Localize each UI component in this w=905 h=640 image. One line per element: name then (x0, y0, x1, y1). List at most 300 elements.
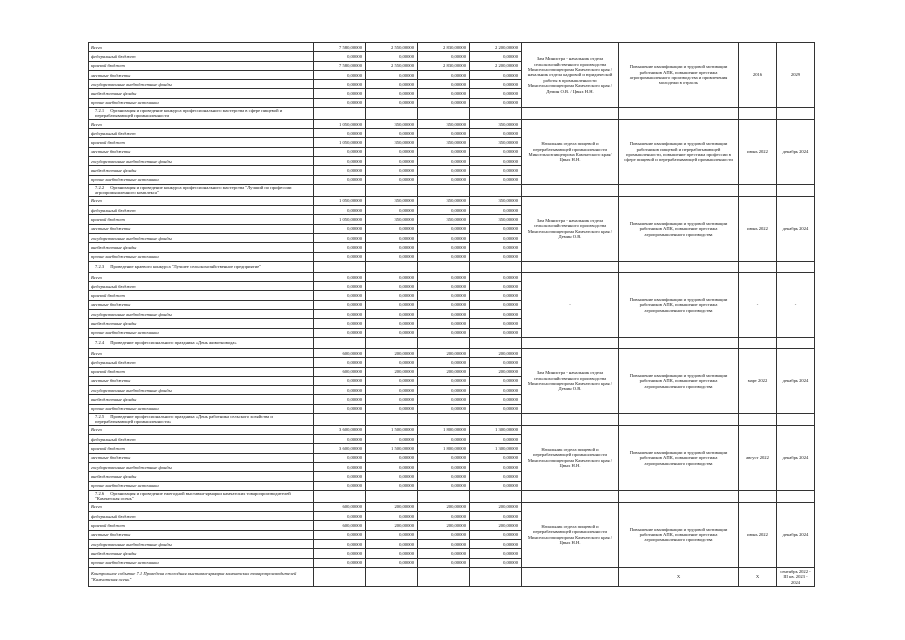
activity-title: Организация и проведение конкурса профессионального мастерства в сфере пищевой и перерабатывающей промышленности (95, 108, 283, 119)
amount-cell: 200,00000 (366, 502, 418, 511)
empty-cell (314, 337, 366, 348)
funding-source-label: краевой бюджет (89, 215, 314, 224)
amount-cell: 1 800,00000 (418, 444, 470, 453)
amount-cell: 0,00000 (366, 80, 418, 89)
amount-cell: 0,00000 (366, 243, 418, 252)
amount-cell: 0,00000 (366, 530, 418, 539)
amount-cell: 2 830,00000 (418, 61, 470, 70)
funding-source-label: прочие внебюджетные источники (89, 98, 314, 107)
end-date-cell: - (777, 272, 815, 337)
empty-cell (739, 490, 777, 502)
empty-cell (366, 490, 418, 502)
amount-cell: 0,00000 (418, 175, 470, 184)
funding-source-label: Всего (89, 196, 314, 205)
empty-cell (522, 337, 619, 348)
empty-cell (739, 337, 777, 348)
amount-cell: 0,00000 (470, 166, 522, 175)
funding-source-label: прочие внебюджетные источники (89, 328, 314, 337)
end-date-cell: декабрь 2024 (777, 196, 815, 261)
empty-cell (470, 490, 522, 502)
responsible-cell: Начальник отдела пищевой и перерабатывающей промышленности Минсельхозпищепрома Камчатского края / Цвых Н.Н. (522, 502, 619, 567)
amount-cell: 0,00000 (470, 291, 522, 300)
amount-cell: 0,00000 (470, 70, 522, 79)
amount-cell: 600,00000 (314, 348, 366, 357)
amount-cell: 0,00000 (314, 328, 366, 337)
amount-cell: 0,00000 (366, 558, 418, 567)
empty-cell (522, 108, 619, 120)
amount-cell: 350,00000 (470, 138, 522, 147)
funding-source-label: внебюджетные фонды (89, 549, 314, 558)
empty-cell (522, 490, 619, 502)
expected-result-cell: Повышение квалификации и трудовой мотивации работников АПК, повышение престижа агропромышленного производства (619, 196, 739, 261)
amount-cell: 0,00000 (366, 272, 418, 281)
amount-cell: 1 050,00000 (314, 215, 366, 224)
amount-cell: 350,00000 (470, 215, 522, 224)
amount-cell: 0,00000 (314, 319, 366, 328)
amount-cell: 0,00000 (314, 310, 366, 319)
amount-cell: 0,00000 (418, 386, 470, 395)
budget-table (88, 42, 815, 587)
empty-cell (314, 184, 366, 196)
empty-cell (314, 490, 366, 502)
amount-cell: 0,00000 (366, 310, 418, 319)
activity-header-row (89, 490, 815, 502)
amount-cell: 0,00000 (314, 481, 366, 490)
start-date-cell: июнь 2022 (739, 196, 777, 261)
activity-code-title (89, 108, 314, 120)
amount-cell: 0,00000 (314, 166, 366, 175)
amount-cell: 0,00000 (470, 310, 522, 319)
amount-cell: 0,00000 (366, 98, 418, 107)
activity-header-row (89, 108, 815, 120)
start-date-cell: июнь 2022 (739, 502, 777, 567)
funding-source-label: прочие внебюджетные источники (89, 404, 314, 413)
funding-source-label: государственные внебюджетные фонды (89, 80, 314, 89)
activity-code-title (89, 184, 314, 196)
responsible-cell: Зам Министра - начальник отдела сельскохозяйственного производства Минсельхозпищепрома Камчатского края / Демин О.В. (522, 196, 619, 261)
activity-title: Организация и проведение ежегодной выставки-ярмарки камчатских товаропроизводителей "Камчатская осень" (95, 490, 291, 502)
funding-source-label: федеральный бюджет (89, 282, 314, 291)
amount-cell: 0,00000 (366, 206, 418, 215)
amount-cell: 0,00000 (314, 80, 366, 89)
responsible-cell: Начальник отдела пищевой и перерабатывающей промышленности Минсельхозпищепрома Камчатского края / Цвых Н.Н. (522, 425, 619, 490)
activity-code: 7.2.2 (95, 184, 105, 190)
amount-cell: 0,00000 (418, 319, 470, 328)
amount-cell: 350,00000 (418, 196, 470, 205)
amount-cell: 0,00000 (418, 558, 470, 567)
empty-cell (470, 414, 522, 426)
empty-cell (418, 567, 470, 586)
amount-cell: 0,00000 (366, 300, 418, 309)
amount-cell: 0,00000 (470, 386, 522, 395)
amount-cell: 0,00000 (418, 252, 470, 261)
funding-source-label: государственные внебюджетные фонды (89, 539, 314, 548)
amount-cell: 1 050,00000 (314, 138, 366, 147)
amount-cell: 200,00000 (470, 502, 522, 511)
amount-cell: 0,00000 (314, 558, 366, 567)
amount-cell: 0,00000 (314, 224, 366, 233)
amount-cell: 0,00000 (314, 404, 366, 413)
amount-cell: 0,00000 (418, 233, 470, 242)
amount-cell: 0,00000 (366, 89, 418, 98)
funding-source-label: прочие внебюджетные источники (89, 175, 314, 184)
amount-cell: 0,00000 (366, 319, 418, 328)
funding-source-label: федеральный бюджет (89, 435, 314, 444)
empty-cell (418, 184, 470, 196)
amount-cell: 0,00000 (418, 52, 470, 61)
funding-source-label: местные бюджеты (89, 376, 314, 385)
empty-cell (418, 108, 470, 120)
empty-cell (470, 261, 522, 272)
amount-cell: 0,00000 (470, 549, 522, 558)
amount-cell: 0,00000 (470, 300, 522, 309)
amount-cell: 1 050,00000 (314, 119, 366, 128)
responsible-cell: Зам Министра - начальник отдела сельскохозяйственного производства Минсельхозпищепрома Камчатского края / начальник отдела кадровой и юридической работы в промышленности Минсельхозпищепрома Камчатского края /Демин О.В. / Цвых Н.Н. (522, 43, 619, 108)
amount-cell: 1 800,00000 (418, 425, 470, 434)
funding-row (89, 272, 815, 281)
amount-cell: 200,00000 (470, 367, 522, 376)
amount-cell: 0,00000 (418, 376, 470, 385)
amount-cell: 0,00000 (366, 224, 418, 233)
amount-cell: 2 200,00000 (470, 43, 522, 52)
amount-cell: 0,00000 (470, 530, 522, 539)
amount-cell: 0,00000 (418, 157, 470, 166)
amount-cell: 0,00000 (418, 272, 470, 281)
amount-cell: 200,00000 (470, 521, 522, 530)
amount-cell: 350,00000 (418, 215, 470, 224)
start-date-cell: август 2022 (739, 425, 777, 490)
amount-cell: 0,00000 (418, 310, 470, 319)
amount-cell: 350,00000 (366, 215, 418, 224)
funding-source-label: местные бюджеты (89, 147, 314, 156)
amount-cell: 200,00000 (366, 348, 418, 357)
amount-cell: 0,00000 (314, 376, 366, 385)
amount-cell: 0,00000 (418, 328, 470, 337)
amount-cell: 0,00000 (366, 175, 418, 184)
empty-cell (619, 337, 739, 348)
empty-cell (522, 414, 619, 426)
empty-cell (418, 261, 470, 272)
empty-cell (366, 261, 418, 272)
amount-cell: 600,00000 (314, 367, 366, 376)
amount-cell: 0,00000 (418, 224, 470, 233)
empty-cell (418, 490, 470, 502)
activity-code-title (89, 261, 314, 272)
funding-source-label: прочие внебюджетные источники (89, 252, 314, 261)
amount-cell: 0,00000 (366, 395, 418, 404)
amount-cell: 0,00000 (314, 70, 366, 79)
empty-cell (522, 567, 619, 586)
activity-title: Проведение краевого конкурса "Лучшее сельскохозяйственное предприятие" (110, 264, 262, 270)
funding-source-label: Всего (89, 43, 314, 52)
activity-code: 7.2.3 (95, 264, 105, 270)
funding-source-label: федеральный бюджет (89, 358, 314, 367)
funding-row (89, 425, 815, 434)
amount-cell: 0,00000 (470, 481, 522, 490)
amount-cell: 1 050,00000 (314, 196, 366, 205)
amount-cell: 0,00000 (470, 463, 522, 472)
empty-cell (619, 108, 739, 120)
activity-title: Организация и проведение конкурса профессионального мастерства "Лучший по профессии агропромышленного комплекса" (95, 184, 292, 196)
activity-code-title (89, 414, 314, 426)
amount-cell: 200,00000 (418, 502, 470, 511)
empty-cell (418, 414, 470, 426)
activity-header-row (89, 261, 815, 272)
empty-cell (314, 108, 366, 120)
amount-cell: 0,00000 (470, 376, 522, 385)
funding-row (89, 43, 815, 52)
amount-cell: 0,00000 (418, 166, 470, 175)
amount-cell: 350,00000 (366, 138, 418, 147)
amount-cell: 0,00000 (418, 147, 470, 156)
funding-source-label: внебюджетные фонды (89, 472, 314, 481)
amount-cell: 3 600,00000 (314, 425, 366, 434)
amount-cell: 0,00000 (470, 512, 522, 521)
amount-cell: 0,00000 (470, 319, 522, 328)
amount-cell: 0,00000 (314, 435, 366, 444)
amount-cell: 0,00000 (470, 404, 522, 413)
amount-cell: 0,00000 (314, 530, 366, 539)
amount-cell: 200,00000 (366, 521, 418, 530)
amount-cell: 0,00000 (314, 463, 366, 472)
amount-cell: 0,00000 (418, 472, 470, 481)
amount-cell: 0,00000 (366, 404, 418, 413)
amount-cell: 0,00000 (470, 98, 522, 107)
funding-source-label: внебюджетные фонды (89, 166, 314, 175)
amount-cell: 350,00000 (470, 196, 522, 205)
amount-cell: 0,00000 (418, 404, 470, 413)
empty-cell (470, 337, 522, 348)
funding-source-label: государственные внебюджетные фонды (89, 157, 314, 166)
funding-row (89, 196, 815, 205)
empty-cell (777, 108, 815, 120)
amount-cell: 0,00000 (366, 358, 418, 367)
amount-cell: 0,00000 (418, 463, 470, 472)
amount-cell: 0,00000 (314, 272, 366, 281)
empty-cell (777, 490, 815, 502)
control-x-cell: X (619, 567, 739, 586)
funding-source-label: местные бюджеты (89, 530, 314, 539)
amount-cell: 0,00000 (366, 291, 418, 300)
amount-cell: 0,00000 (418, 282, 470, 291)
amount-cell: 0,00000 (366, 129, 418, 138)
amount-cell: 0,00000 (366, 386, 418, 395)
amount-cell: 0,00000 (314, 512, 366, 521)
empty-cell (619, 261, 739, 272)
control-event-title: Контрольное событие 7.1 Проведена ежегодная выставка-ярмарка камчатских товаропроизводителей "Камчатская осень" (89, 567, 314, 586)
start-date-cell: июнь 2022 (739, 119, 777, 184)
amount-cell: 0,00000 (470, 272, 522, 281)
activity-code: 7.2.5 (95, 414, 105, 420)
amount-cell: 0,00000 (418, 243, 470, 252)
empty-cell (366, 337, 418, 348)
funding-source-label: государственные внебюджетные фонды (89, 386, 314, 395)
funding-source-label: краевой бюджет (89, 521, 314, 530)
amount-cell: 0,00000 (314, 206, 366, 215)
empty-cell (777, 337, 815, 348)
funding-source-label: краевой бюджет (89, 61, 314, 70)
amount-cell: 0,00000 (470, 233, 522, 242)
end-date-cell: декабрь 2024 (777, 502, 815, 567)
amount-cell: 2 550,00000 (366, 61, 418, 70)
amount-cell: 0,00000 (366, 233, 418, 242)
empty-cell (522, 261, 619, 272)
amount-cell: 0,00000 (418, 206, 470, 215)
amount-cell: 1 300,00000 (470, 425, 522, 434)
empty-cell (418, 337, 470, 348)
amount-cell: 0,00000 (418, 358, 470, 367)
funding-row (89, 348, 815, 357)
funding-source-label: государственные внебюджетные фонды (89, 310, 314, 319)
amount-cell: 0,00000 (314, 291, 366, 300)
empty-cell (522, 184, 619, 196)
empty-cell (470, 108, 522, 120)
amount-cell: 0,00000 (314, 52, 366, 61)
amount-cell: 0,00000 (366, 549, 418, 558)
funding-source-label: Всего (89, 425, 314, 434)
amount-cell: 0,00000 (314, 300, 366, 309)
funding-source-label: Всего (89, 348, 314, 357)
amount-cell: 0,00000 (314, 233, 366, 242)
empty-cell (366, 108, 418, 120)
amount-cell: 0,00000 (314, 252, 366, 261)
amount-cell: 200,00000 (418, 521, 470, 530)
amount-cell: 200,00000 (366, 367, 418, 376)
activity-code: 7.2.6 (95, 490, 105, 496)
funding-source-label: краевой бюджет (89, 444, 314, 453)
empty-cell (366, 567, 418, 586)
activity-title: Проведение профессионального праздника «День животновода» (110, 340, 237, 346)
activity-header-row (89, 184, 815, 196)
empty-cell (366, 414, 418, 426)
empty-cell (777, 261, 815, 272)
empty-cell (366, 184, 418, 196)
start-date-cell: март 2022 (739, 348, 777, 413)
empty-cell (739, 261, 777, 272)
amount-cell: 0,00000 (314, 157, 366, 166)
funding-source-label: внебюджетные фонды (89, 89, 314, 98)
amount-cell: 0,00000 (314, 147, 366, 156)
amount-cell: 0,00000 (314, 282, 366, 291)
amount-cell: 350,00000 (418, 119, 470, 128)
amount-cell: 0,00000 (366, 512, 418, 521)
empty-cell (619, 490, 739, 502)
amount-cell: 200,00000 (470, 348, 522, 357)
empty-cell (739, 108, 777, 120)
funding-row (89, 119, 815, 128)
funding-source-label: местные бюджеты (89, 300, 314, 309)
amount-cell: 0,00000 (470, 328, 522, 337)
empty-cell (470, 184, 522, 196)
amount-cell: 0,00000 (314, 472, 366, 481)
activity-code-title (89, 337, 314, 348)
amount-cell: 0,00000 (470, 435, 522, 444)
responsible-cell: Зам Министра - начальник отдела сельскохозяйственного производства Минсельхозпищепрома Камчатского края / Демин О.В. (522, 348, 619, 413)
amount-cell: 0,00000 (366, 481, 418, 490)
amount-cell: 0,00000 (470, 52, 522, 61)
expected-result-cell: Повышение квалификации и трудовой мотивации работников АПК, повышение престижа агропромышленного производства (619, 348, 739, 413)
amount-cell: 350,00000 (470, 119, 522, 128)
funding-source-label: Всего (89, 272, 314, 281)
amount-cell: 0,00000 (470, 539, 522, 548)
amount-cell: 0,00000 (418, 129, 470, 138)
amount-cell: 0,00000 (418, 291, 470, 300)
funding-source-label: федеральный бюджет (89, 52, 314, 61)
amount-cell: 0,00000 (418, 98, 470, 107)
funding-source-label: внебюджетные фонды (89, 243, 314, 252)
amount-cell: 0,00000 (314, 89, 366, 98)
activity-header-row (89, 337, 815, 348)
amount-cell: 0,00000 (470, 80, 522, 89)
responsible-cell: - (522, 272, 619, 337)
empty-cell (739, 184, 777, 196)
empty-cell (777, 184, 815, 196)
amount-cell: 600,00000 (314, 502, 366, 511)
amount-cell: 0,00000 (366, 157, 418, 166)
amount-cell: 2 200,00000 (470, 61, 522, 70)
funding-source-label: местные бюджеты (89, 453, 314, 462)
amount-cell: 0,00000 (470, 175, 522, 184)
amount-cell: 2 550,00000 (366, 43, 418, 52)
amount-cell: 0,00000 (418, 395, 470, 404)
empty-cell (777, 414, 815, 426)
amount-cell: 7 580,00000 (314, 61, 366, 70)
amount-cell: 0,00000 (418, 435, 470, 444)
amount-cell: 200,00000 (418, 348, 470, 357)
start-date-cell: 2016 (739, 43, 777, 108)
amount-cell: 0,00000 (314, 395, 366, 404)
amount-cell: 0,00000 (470, 558, 522, 567)
amount-cell: 0,00000 (418, 530, 470, 539)
amount-cell: 1 300,00000 (470, 444, 522, 453)
funding-source-label: Всего (89, 119, 314, 128)
amount-cell: 0,00000 (366, 147, 418, 156)
funding-source-label: местные бюджеты (89, 70, 314, 79)
control-x-cell: X (739, 567, 777, 586)
empty-cell (739, 414, 777, 426)
activity-code: 7.2.1 (95, 108, 105, 114)
amount-cell: 1 500,00000 (366, 444, 418, 453)
amount-cell: 0,00000 (470, 453, 522, 462)
amount-cell: 0,00000 (418, 89, 470, 98)
amount-cell: 200,00000 (418, 367, 470, 376)
responsible-cell: Начальник отдела пищевой и перерабатывающей промышленности Минсельхозпищепрома Камчатского края/Цвых Н.Н. (522, 119, 619, 184)
amount-cell: 0,00000 (418, 512, 470, 521)
amount-cell: 0,00000 (470, 206, 522, 215)
amount-cell: 0,00000 (418, 549, 470, 558)
empty-cell (314, 414, 366, 426)
activity-code: 7.2.4 (95, 340, 105, 346)
control-event-row (89, 567, 815, 586)
expected-result-cell: Повышение квалификации и трудовой мотивации работников АПК, повышение престижа агропромышленного производства (619, 502, 739, 567)
amount-cell: 0,00000 (366, 282, 418, 291)
start-date-cell: - (739, 272, 777, 337)
amount-cell: 0,00000 (470, 147, 522, 156)
expected-result-cell: Повышение квалификации и трудовой мотивации работников АПК, повышение престижа агропромышленного производства и привлечения молодежи в отрасль (619, 43, 739, 108)
end-date-cell: декабрь 2024 (777, 119, 815, 184)
amount-cell: 0,00000 (418, 481, 470, 490)
empty-cell (470, 567, 522, 586)
amount-cell: 0,00000 (366, 539, 418, 548)
amount-cell: 0,00000 (366, 376, 418, 385)
amount-cell: 0,00000 (366, 70, 418, 79)
amount-cell: 0,00000 (366, 328, 418, 337)
amount-cell: 0,00000 (418, 80, 470, 89)
amount-cell: 0,00000 (418, 539, 470, 548)
amount-cell: 0,00000 (366, 166, 418, 175)
amount-cell: 600,00000 (314, 521, 366, 530)
amount-cell: 0,00000 (366, 252, 418, 261)
